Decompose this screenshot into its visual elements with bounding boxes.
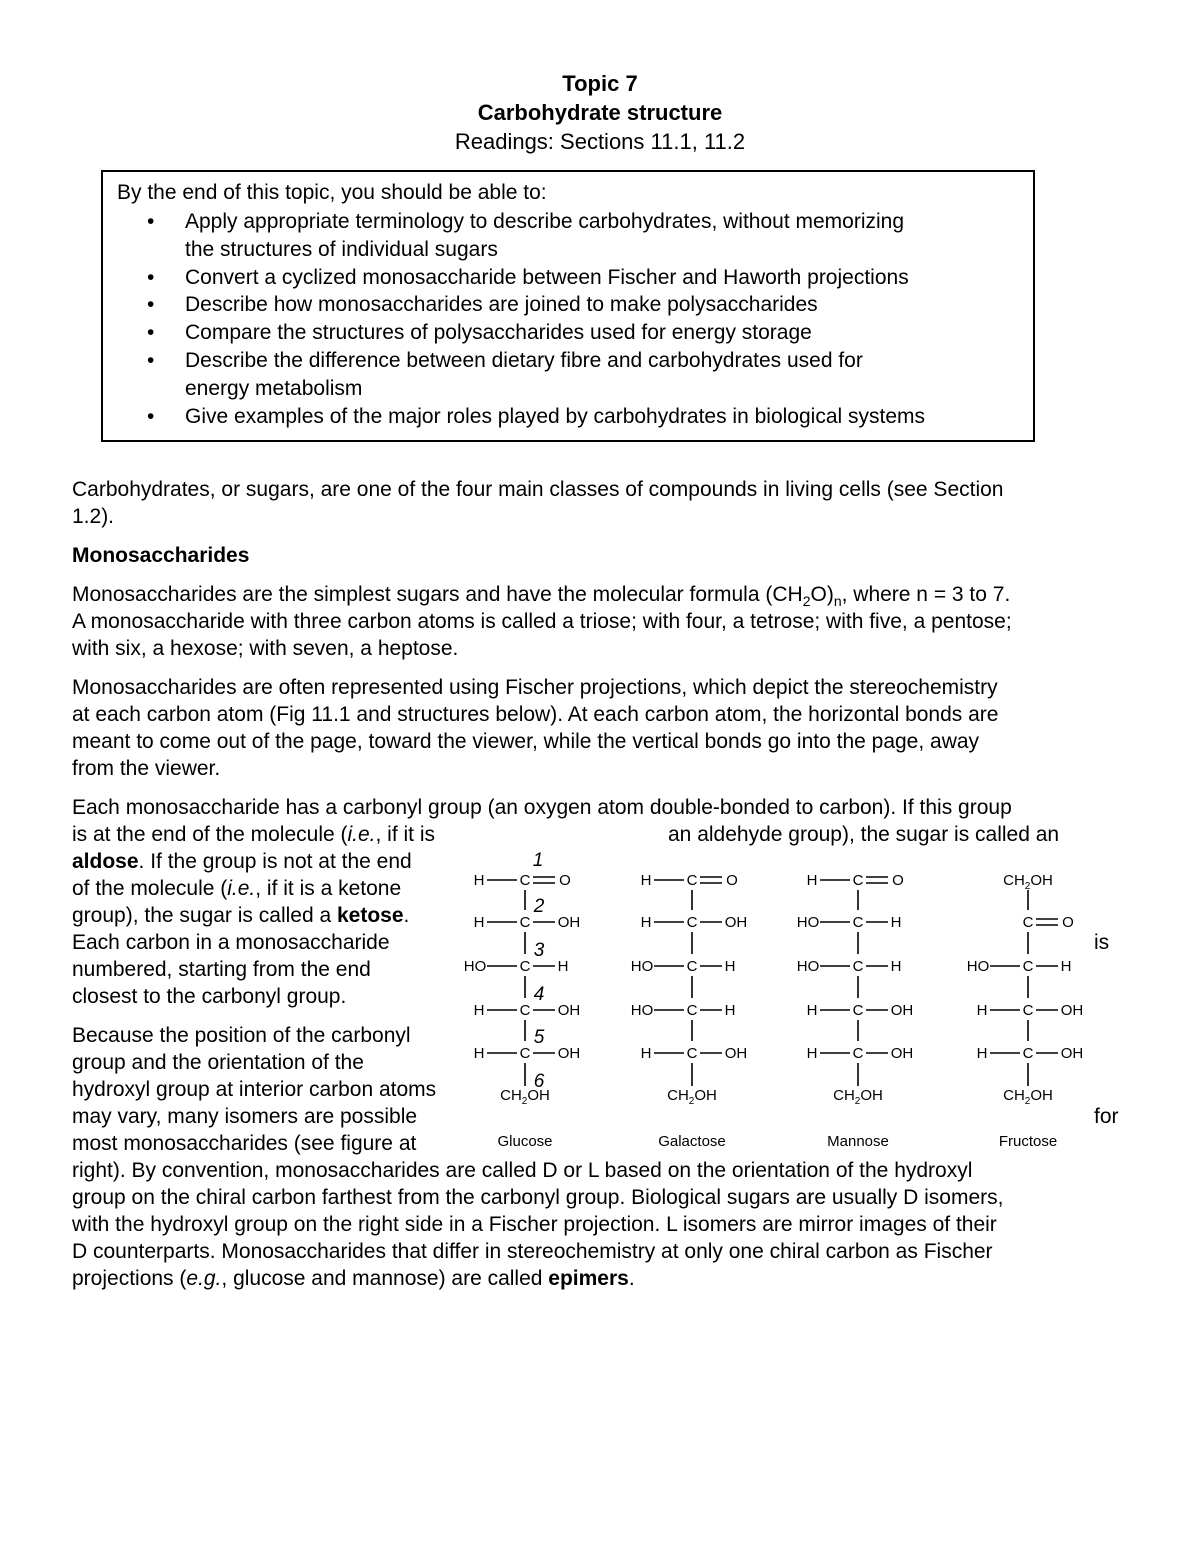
atom-h: H (640, 872, 652, 889)
atom-c: C (519, 1045, 531, 1062)
atom-h: H (806, 1045, 818, 1062)
objective-text: Describe the difference between dietary fibre and carbohydrates used for (185, 348, 863, 372)
epimers-term: epimers (548, 1267, 629, 1290)
atom-c: C (1022, 914, 1034, 931)
carbonyl-line-1: Each monosaccharide has a carbonyl group (an oxygen atom double-bonded to carbon). If this group (72, 796, 1012, 819)
formula-text-mid: O) (810, 583, 834, 606)
page-title: Carbohydrate structure (477, 100, 723, 125)
carbonyl-line-5 (72, 902, 409, 929)
atom-c: C (852, 1002, 864, 1019)
atom-oh: OH (890, 1002, 914, 1019)
carbonyl-line-2b: an aldehyde group), the sugar is called an (668, 823, 1060, 846)
atom-c: C (852, 958, 864, 975)
atom-oh: OH (890, 1045, 914, 1062)
ch2oh-label: $CH_2OH$ (1003, 1087, 1053, 1107)
atom-o: O (726, 872, 738, 889)
atom-h: H (1060, 958, 1072, 975)
atom-h: H (640, 914, 652, 931)
isomers-text: projections ( (72, 1267, 187, 1290)
atom-o: O (1062, 914, 1074, 931)
atom-h: H (473, 1002, 485, 1019)
atom-o: O (892, 872, 904, 889)
isomers-line-9: D counterparts. Monosaccharides that differ in stereochemistry at only one chiral carbon as Fischer (72, 1240, 993, 1263)
ch2oh-label: $CH_2OH$ (833, 1087, 883, 1107)
readings: Readings: Sections 11.1, 11.2 (454, 129, 746, 154)
carbonyl-text: . If the group is not at the end (138, 850, 412, 873)
isomers-text: , glucose and mannose) are called (221, 1267, 549, 1290)
isomers-line-10 (72, 1265, 635, 1292)
atom-oh: OH (557, 1045, 581, 1062)
bullet-icon: • (147, 210, 155, 233)
objective-text: Convert a cyclized monosaccharide between Fischer and Haworth projections (185, 265, 909, 289)
atom-c: C (686, 914, 698, 931)
fischer-projections-figure (455, 842, 1115, 1154)
atom-h: H (976, 1002, 988, 1019)
ch2oh-label: $CH_2OH$ (500, 1087, 550, 1107)
objective-text: the structures of individual sugars (185, 237, 498, 261)
atom-ho: HO (796, 914, 820, 931)
atom-h: H (724, 958, 736, 975)
atom-c: C (686, 1002, 698, 1019)
formula-sub-2: 2 (802, 593, 811, 610)
atom-c: C (1022, 1002, 1034, 1019)
formula-text-pre: Monosaccharides are the simplest sugars and have the molecular formula (CH (72, 583, 803, 606)
bullet-icon: • (147, 265, 155, 289)
carbon-number-label: 4 (533, 984, 545, 1005)
atom-h: H (806, 872, 818, 889)
atom-c: C (519, 872, 531, 889)
objectives-box (101, 170, 1035, 442)
objective-item (147, 264, 1007, 292)
ie-abbrev: i.e. (347, 823, 376, 846)
section-heading: Monosaccharides (72, 544, 250, 567)
ch2oh-label: $CH_2OH$ (1003, 872, 1053, 892)
bullet-icon: • (147, 293, 155, 317)
fischer-line-3: meant to come out of the page, toward the viewer, while the vertical bonds go into the page, away (72, 730, 980, 753)
intro-line-1: Carbohydrates, or sugars, are one of the four main classes of compounds in living cells (see Section (72, 478, 1004, 501)
sugar-name-label: Mannose (827, 1133, 889, 1150)
topic-number: Topic 7 (562, 71, 638, 96)
carbonyl-text: group), the sugar is called a (72, 904, 337, 927)
aldose-term: aldose (72, 850, 139, 873)
isomers-line-3: hydroxyl group at interior carbon atoms (72, 1078, 437, 1101)
carbonyl-line-6: Each carbon in a monosaccharide (72, 931, 390, 954)
formula-line-2: A monosaccharide with three carbon atoms is called a triose; with four, a tetrose; with five, a pentose; (72, 610, 1012, 633)
atom-h: H (640, 1045, 652, 1062)
atom-ho: HO (630, 1002, 654, 1019)
carbonyl-line-7: numbered, starting from the end (72, 958, 371, 981)
atom-c: C (686, 872, 698, 889)
objective-text: Describe how monosaccharides are joined to make polysaccharides (185, 293, 818, 317)
carbonyl-line-4 (72, 875, 401, 902)
carbon-number-label: 2 (533, 896, 545, 917)
objectives-intro: By the end of this topic, you should be able to: (117, 181, 547, 204)
fischer-line-1: Monosaccharides are often represented using Fischer projections, which depict the stereochemistry (72, 676, 998, 699)
atom-ho: HO (966, 958, 990, 975)
formula-line-3: with six, a hexose; with seven, a heptose. (72, 637, 459, 660)
atom-c: C (686, 958, 698, 975)
carbon-number-label: 1 (532, 850, 544, 871)
atom-h: H (557, 958, 569, 975)
atom-oh: OH (557, 1002, 581, 1019)
objective-item (147, 291, 1007, 319)
atom-ho: HO (630, 958, 654, 975)
fischer-line-4: from the viewer. (72, 757, 221, 780)
atom-h: H (890, 914, 902, 931)
atom-ho: HO (463, 958, 487, 975)
atom-c: C (852, 1045, 864, 1062)
atom-c: C (852, 914, 864, 931)
atom-o: O (559, 872, 571, 889)
isomers-line-8: with the hydroxyl group on the right side in a Fischer projection. L isomers are mirror images of their (72, 1213, 997, 1236)
isomers-line-5: most monosaccharides (see figure at (72, 1132, 417, 1155)
carbon-number-label: 5 (533, 1027, 545, 1048)
carbonyl-line-6-right: is (1094, 931, 1110, 954)
isomers-text: . (628, 1267, 635, 1290)
atom-h: H (473, 1045, 485, 1062)
carbonyl-text: is at the end of the molecule ( (72, 823, 348, 846)
atom-c: C (852, 872, 864, 889)
sugar-name-label: Galactose (658, 1133, 726, 1150)
isomers-line-4: may vary, many isomers are possible (72, 1105, 418, 1128)
objective-item (147, 319, 1007, 347)
bullet-icon: • (147, 321, 155, 345)
isomers-line-4-right: for (1094, 1105, 1119, 1128)
objective-item (147, 347, 1007, 403)
isomers-line-1: Because the position of the carbonyl (72, 1024, 411, 1047)
bullet-icon: • (147, 404, 155, 428)
ketose-term: ketose (336, 904, 404, 927)
atom-c: C (519, 1002, 531, 1019)
atom-c: C (519, 958, 531, 975)
objective-text: Give examples of the major roles played by carbohydrates in biological systems (185, 404, 926, 428)
isomers-line-6: right). By convention, monosaccharides are called D or L based on the orientation of the hydroxyl (72, 1159, 973, 1182)
formula-sub-n: n (833, 593, 842, 610)
isomers-line-2: group and the orientation of the (72, 1051, 364, 1074)
objective-text: Compare the structures of polysaccharides used for energy storage (185, 321, 812, 345)
carbonyl-text: , if it is (375, 823, 436, 846)
objective-item (147, 208, 1007, 264)
intro-line-2: 1.2). (72, 505, 115, 528)
atom-h: H (473, 914, 485, 931)
atom-h: H (806, 1002, 818, 1019)
objective-text: Apply appropriate terminology to describe carbohydrates, without memorizing (185, 210, 905, 233)
carbon-number-label: 3 (533, 940, 545, 961)
bullet-icon: • (147, 348, 155, 372)
carbonyl-line-2a (72, 821, 435, 848)
atom-oh: OH (1060, 1002, 1084, 1019)
atom-c: C (1022, 958, 1034, 975)
atom-c: C (1022, 1045, 1034, 1062)
carbonyl-text: . (403, 904, 410, 927)
carbonyl-text: , if it is a ketone (255, 877, 402, 900)
objective-text: energy metabolism (185, 376, 363, 400)
atom-oh: OH (557, 914, 581, 931)
atom-c: C (519, 914, 531, 931)
atom-h: H (976, 1045, 988, 1062)
isomers-line-7: group on the chiral carbon farthest from the carbonyl group. Biological sugars are usually D isomers, (72, 1186, 1004, 1209)
atom-oh: OH (724, 914, 748, 931)
ie-abbrev: i.e. (227, 877, 256, 900)
objective-item (147, 403, 1007, 431)
sugar-name-label: Fructose (998, 1133, 1058, 1150)
atom-h: H (724, 1002, 736, 1019)
carbonyl-line-3 (72, 848, 412, 875)
carbonyl-text: of the molecule ( (72, 877, 228, 900)
atom-ho: HO (796, 958, 820, 975)
eg-abbrev: e.g. (186, 1267, 222, 1290)
atom-c: C (686, 1045, 698, 1062)
formula-text-post: , where n = 3 to 7. (841, 583, 1011, 606)
fischer-line-2: at each carbon atom (Fig 11.1 and structures below). At each carbon atom, the horizontal bonds are (72, 703, 999, 726)
sugar-name-label: Glucose (497, 1133, 553, 1150)
objectives-list (147, 208, 1007, 430)
atom-h: H (473, 872, 485, 889)
carbonyl-line-8: closest to the carbonyl group. (72, 985, 347, 1008)
ch2oh-label: $CH_2OH$ (667, 1087, 717, 1107)
atom-h: H (890, 958, 902, 975)
carbon-number-label: 6 (533, 1071, 545, 1092)
atom-oh: OH (724, 1045, 748, 1062)
atom-oh: OH (1060, 1045, 1084, 1062)
